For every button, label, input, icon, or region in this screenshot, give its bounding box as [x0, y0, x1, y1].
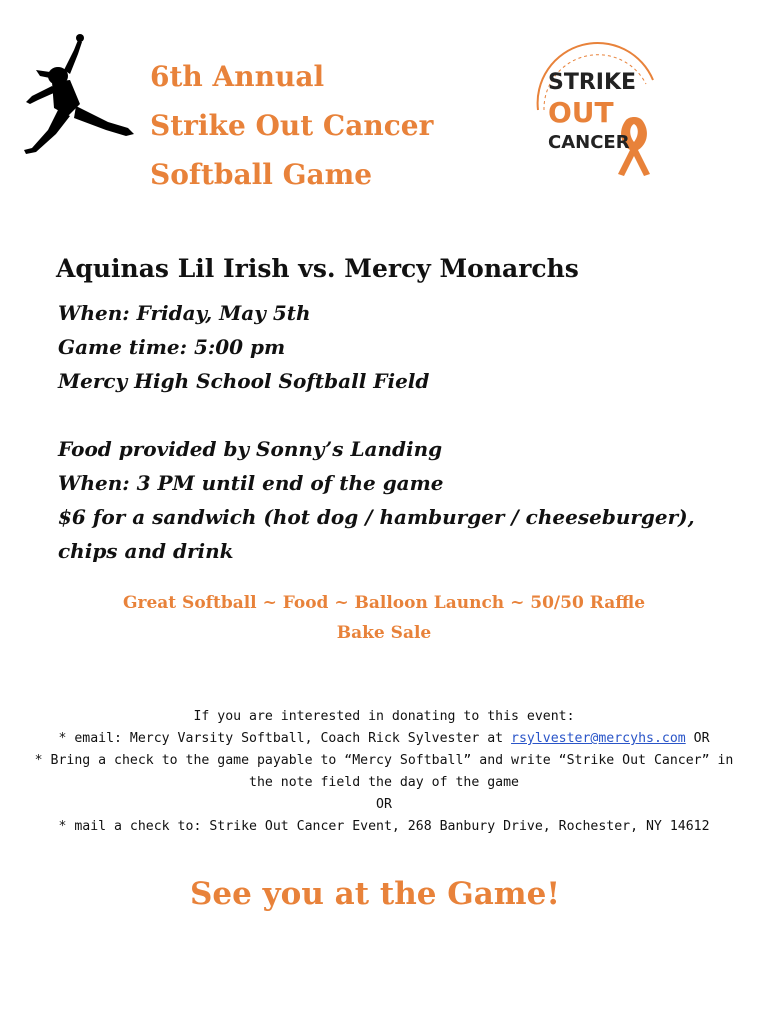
event-title — [150, 52, 433, 199]
donation-email-suffix: OR — [685, 731, 710, 746]
event-highlights — [0, 588, 768, 648]
donation-check-line-2: the note field the day of the game — [249, 775, 519, 790]
title-line-1: 6th Annual — [150, 60, 325, 93]
logo-line-strike: STRIKE — [548, 70, 637, 95]
food-provider: Food provided by Sonny’s Landing — [58, 437, 443, 461]
email-link[interactable]: rsylvester@mercyhs.com — [511, 731, 686, 746]
donation-or: OR — [376, 797, 392, 812]
title-line-3: Softball Game — [150, 158, 373, 191]
game-date: When: Friday, May 5th — [58, 301, 311, 325]
title-line-2: Strike Out Cancer — [150, 109, 434, 142]
game-info — [58, 296, 429, 398]
food-price-line-2: chips and drink — [58, 539, 234, 563]
food-price-line-1: $6 for a sandwich (hot dog / hamburger / cheeseburger), — [58, 505, 695, 529]
donation-intro: If you are interested in donating to this event: — [193, 709, 575, 724]
donation-info — [0, 706, 768, 838]
logo-line-out: OUT — [548, 96, 614, 129]
highlights-line-1: Great Softball ~ Food ~ Balloon Launch ~ 50/50 Raffle — [122, 593, 646, 613]
food-info — [58, 432, 695, 568]
matchup-heading: Aquinas Lil Irish vs. Mercy Monarchs — [56, 254, 579, 283]
donation-mail-line: * mail a check to: Strike Out Cancer Event, 268 Banbury Drive, Rochester, NY 14612 — [58, 819, 710, 834]
game-time: Game time: 5:00 pm — [58, 335, 286, 359]
highlights-line-2: Bake Sale — [336, 623, 432, 643]
softball-pitcher-silhouette-icon — [18, 30, 140, 158]
donation-email-prefix: * email: Mercy Varsity Softball, Coach Rick Sylvester at — [58, 731, 512, 746]
game-location: Mercy High School Softball Field — [58, 369, 430, 393]
donation-check-line-1: * Bring a check to the game payable to “Mercy Softball” and write “Strike Out Cancer” in — [34, 753, 734, 768]
food-time: When: 3 PM until end of the game — [58, 471, 444, 495]
closing-message: See you at the Game! — [190, 876, 560, 912]
logo-line-cancer: CANCER — [548, 132, 630, 153]
donation-email-line — [0, 728, 768, 750]
